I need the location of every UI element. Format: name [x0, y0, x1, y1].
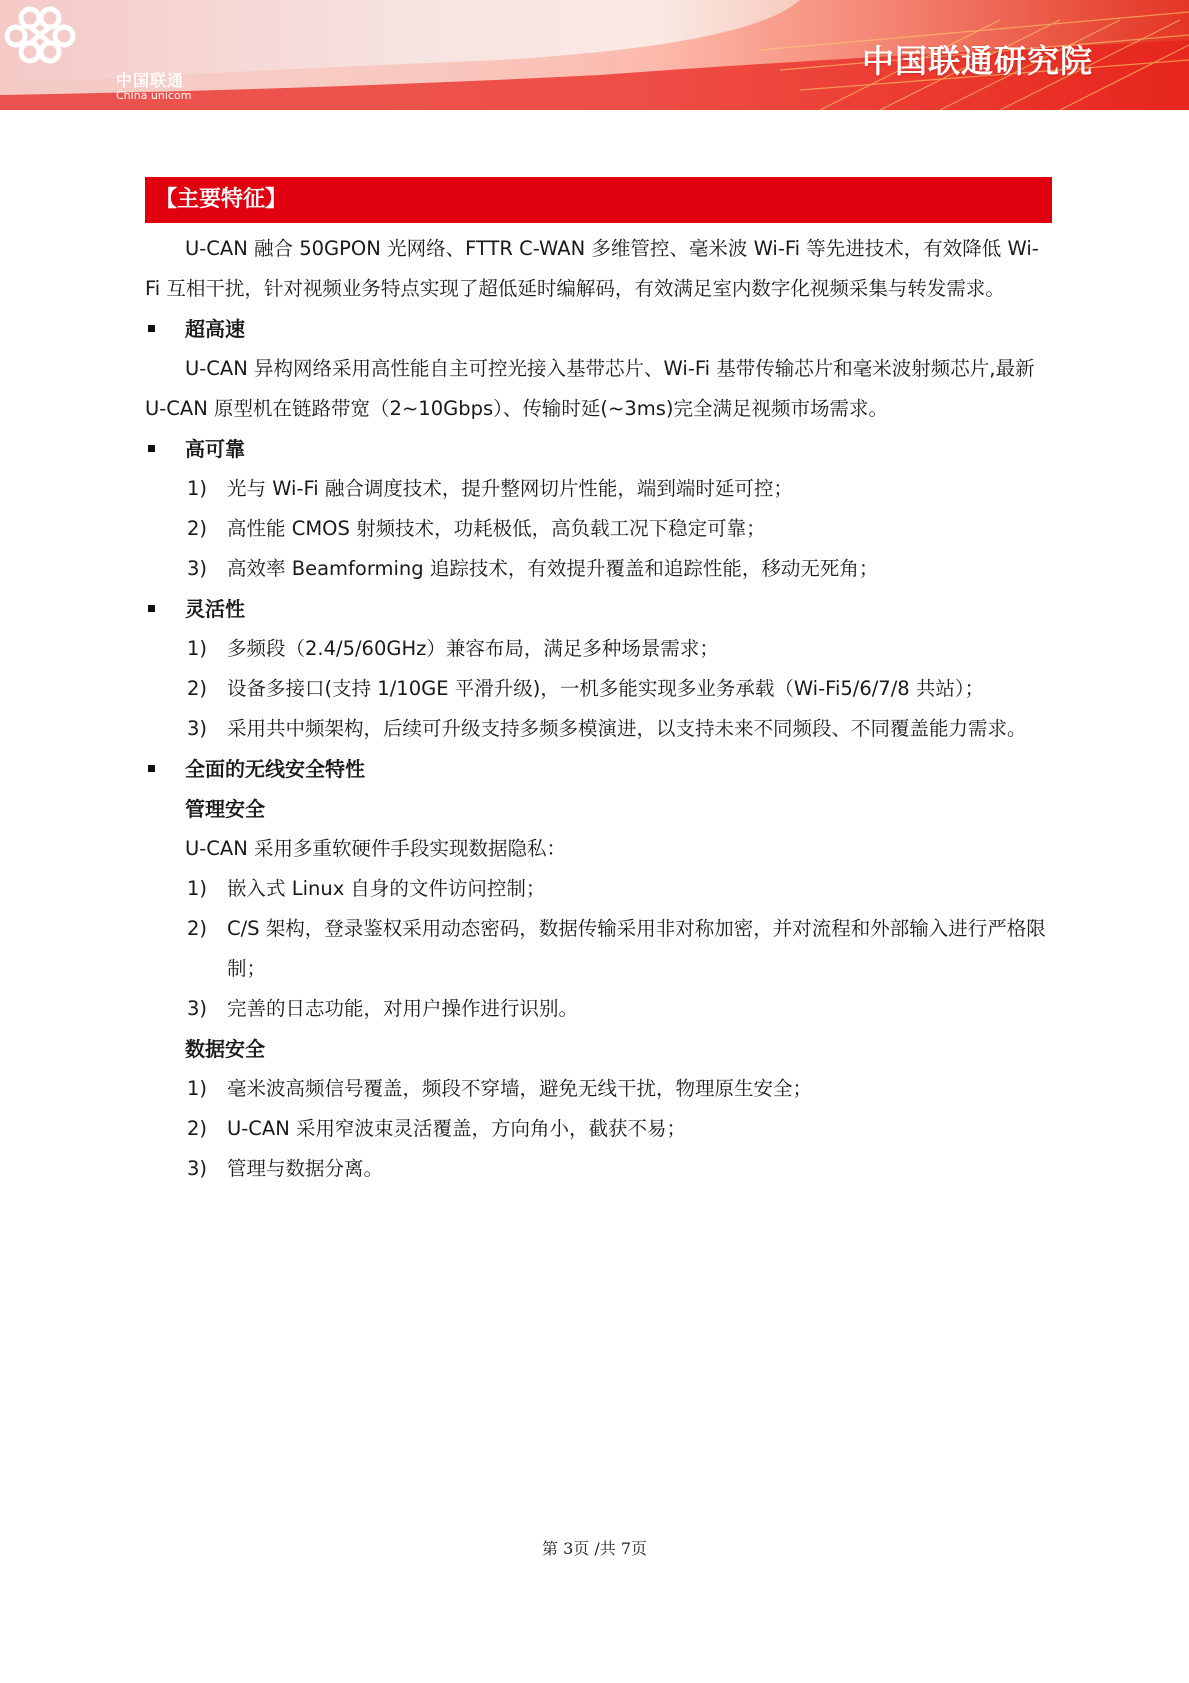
intro-paragraph: U-CAN 融合 50GPON 光网络、FTTR C-WAN 多维管控、毫米波 Wi-Fi 等先进技术，有效降低 Wi-Fi 互相干扰，针对视频业务特点实现了超低延时编解码，有效满足室内数字化视频采集与转发需求。 [145, 237, 1039, 300]
list-text: 多频段（2.4/5/60GHz）兼容布局，满足多种场景需求； [227, 637, 719, 660]
bullet-square-icon [148, 445, 155, 452]
bullet-flexibility [145, 589, 1052, 629]
bullet-title: 超高速 [185, 317, 245, 341]
list-item [145, 629, 1052, 669]
header-title: 中国联通研究院 [861, 42, 1093, 80]
list-text: 嵌入式 Linux 自身的文件访问控制； [227, 877, 546, 900]
list-number: 2) [187, 677, 208, 700]
list-text: 高效率 Beamforming 追踪技术，有效提升覆盖和追踪性能，移动无死角； [227, 557, 879, 580]
management-intro: U-CAN 采用多重软硬件手段实现数据隐私： [185, 837, 567, 860]
list-item [145, 709, 1052, 749]
list-number: 2) [187, 917, 208, 940]
list-number: 1) [187, 477, 208, 500]
list-number: 2) [187, 517, 208, 540]
page-number-footer: 第 3页 /共 7页 [541, 1539, 647, 1558]
list-text: 毫米波高频信号覆盖，频段不穿墙，避免无线干扰，物理原生安全； [227, 1077, 813, 1100]
china-unicom-logo-icon [0, 0, 90, 95]
list-number: 3) [187, 997, 208, 1020]
list-number: 3) [187, 557, 208, 580]
list-item [145, 869, 1052, 909]
bullet-square-icon [148, 765, 155, 772]
list-item [145, 989, 1052, 1029]
list-text: 完善的日志功能，对用户操作进行识别。 [227, 997, 579, 1020]
list-item [145, 669, 1052, 709]
list-item [145, 469, 1052, 509]
list-number: 2) [187, 1117, 208, 1140]
list-number: 1) [187, 637, 208, 660]
bullet-title: 高可靠 [185, 437, 245, 461]
bullet-title: 全面的无线安全特性 [185, 757, 365, 781]
list-text: 光与 Wi-Fi 融合调度技术，提升整网切片性能，端到端时延可控； [227, 477, 793, 500]
list-text: 采用共中频架构，后续可升级支持多频多模演进，以支持未来不同频段、不同覆盖能力需求。 [227, 717, 1027, 740]
list-item [145, 1069, 1052, 1109]
bullet-square-icon [148, 325, 155, 332]
page-header-banner [0, 0, 1189, 110]
bullet-speed [145, 309, 1052, 349]
bullet-title: 灵活性 [185, 597, 245, 621]
list-number: 3) [187, 1157, 208, 1180]
bullet-reliability [145, 429, 1052, 469]
bullet-square-icon [148, 605, 155, 612]
list-item [145, 549, 1052, 589]
list-text: 管理与数据分离。 [227, 1157, 384, 1180]
list-text: 高性能 CMOS 射频技术，功耗极低，高负载工况下稳定可靠； [227, 517, 766, 540]
list-number: 1) [187, 1077, 208, 1100]
bullet-security [145, 749, 1052, 789]
subheading-data-security: 数据安全 [185, 1037, 265, 1061]
list-item [145, 509, 1052, 549]
list-item [145, 1109, 1052, 1149]
list-item [145, 909, 1052, 989]
logo-english-name: China unicom [116, 89, 192, 102]
section-title-bar: 【主要特征】 [145, 177, 1052, 223]
logo-chinese-name: 中国联通 [116, 71, 185, 90]
list-text: U-CAN 采用窄波束灵活覆盖，方向角小，截获不易； [227, 1117, 687, 1140]
speed-paragraph: U-CAN 异构网络采用高性能自主可控光接入基带芯片、Wi-Fi 基带传输芯片和毫米波射频芯片,最新 U-CAN 原型机在链路带宽（2~10Gbps）、传输时延(~3ms)完全满足视频市场需求。 [145, 357, 1035, 420]
subheading-management-security: 管理安全 [185, 797, 265, 821]
list-number: 1) [187, 877, 208, 900]
list-text: 设备多接口(支持 1/10GE 平滑升级)，一机多能实现多业务承载（Wi-Fi5/6/7/8 共站）； [227, 677, 985, 700]
document-body [145, 177, 1052, 1189]
list-item [145, 1149, 1052, 1189]
list-text: C/S 架构，登录鉴权采用动态密码，数据传输采用非对称加密，并对流程和外部输入进行严格限制； [227, 917, 1046, 980]
list-number: 3) [187, 717, 208, 740]
